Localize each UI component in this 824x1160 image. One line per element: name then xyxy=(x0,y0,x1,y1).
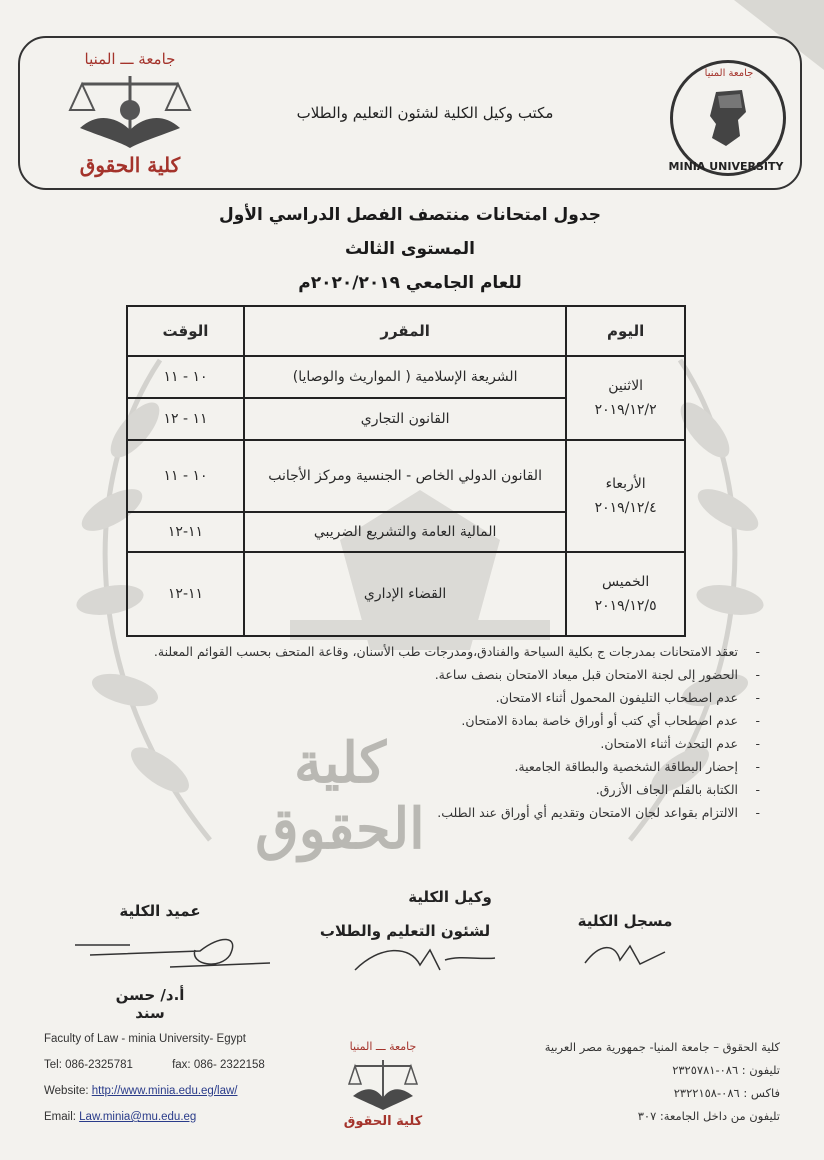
day-cell xyxy=(566,356,685,440)
footer-arabic-fax: فاكس : ٠٨٦-٢٣٢٢١٥٨ xyxy=(673,1086,780,1100)
course-cell: المالية العامة والتشريع الضريبي xyxy=(244,512,566,552)
footer-tel: Tel: 086-2325781 xyxy=(44,1059,133,1071)
course-cell: القانون الدولي الخاص - الجنسية ومركز الأجانب xyxy=(244,440,566,512)
nefertiti-head-icon xyxy=(696,86,756,152)
list-item: - إحضار البطاقة الشخصية والبطاقة الجامعية. xyxy=(60,755,760,778)
university-logo-english: MINIA UNIVERSITY xyxy=(668,160,784,173)
day-name: الأربعاء xyxy=(605,476,646,492)
vice-dean-subtitle: لشئون التعليم والطلاب xyxy=(319,922,491,940)
office-title: مكتب وكيل الكلية لشئون التعليم والطلاب xyxy=(296,104,554,122)
header-course: المقرر xyxy=(244,306,566,356)
day-name: الاثنين xyxy=(608,378,644,394)
day-date: ٢٠١٩/١٢/٤ xyxy=(594,500,657,516)
faculty-logo-university: جامعة ـــ المنيا xyxy=(84,50,176,68)
scales-eagle-icon xyxy=(343,1056,423,1112)
footer-arabic-tel: تليفون : ٠٨٦-٢٣٢٥٧٨١ xyxy=(672,1063,780,1077)
course-cell: الشريعة الإسلامية ( المواريث والوصايا) xyxy=(244,356,566,398)
day-date: ٢٠١٩/١٢/٥ xyxy=(594,598,657,614)
table-header-row xyxy=(127,306,685,356)
footer-email-line xyxy=(44,1104,344,1130)
vice-dean-signature xyxy=(350,940,500,980)
table-row xyxy=(127,356,685,398)
footer-contact-english xyxy=(44,1026,344,1130)
email-link[interactable]: Law.minia@mu.edu.eg xyxy=(79,1111,197,1123)
time-cell: ١٠ - ١١ xyxy=(127,356,244,398)
footer-arabic-name: كلية الحقوق – جامعة المنيا- جمهورية مصر العربية xyxy=(544,1040,780,1054)
scales-eagle-icon xyxy=(60,70,200,152)
list-item: - الكتابة بالقلم الجاف الأزرق. xyxy=(60,778,760,801)
time-cell: ١١-١٢ xyxy=(127,512,244,552)
footer-faculty-logo xyxy=(318,1040,448,1140)
footer-contact-arabic xyxy=(540,1036,780,1128)
footer-website-line xyxy=(44,1078,344,1104)
faculty-logo-name: كلية الحقوق xyxy=(79,153,181,177)
footer-logo-university: جامعة ـــ المنيا xyxy=(349,1040,417,1053)
list-item: - تعقد الامتحانات بمدرجات ج بكلية السياحة والفنادق،ومدرجات طب الأسنان، وقاعة المتحف بحسب القوائم المعلنة. xyxy=(60,640,760,663)
header-day: اليوم xyxy=(566,306,685,356)
header-time: الوقت xyxy=(127,306,244,356)
schedule-titles xyxy=(200,205,620,307)
university-logo xyxy=(664,60,788,184)
footer-arabic-internal: تليفون من داخل الجامعة: ٣٠٧ xyxy=(637,1109,780,1123)
exam-rules-list xyxy=(60,640,760,824)
time-cell: ١١ - ١٢ xyxy=(127,398,244,440)
registrar-signature xyxy=(580,938,670,972)
dean-signature xyxy=(70,925,280,975)
day-cell xyxy=(566,552,685,636)
faculty-logo xyxy=(40,50,210,180)
university-logo-arabic: جامعة المنيا xyxy=(704,68,754,79)
list-item: - عدم اصطحاب التليفون المحمول أثناء الامتحان. xyxy=(60,686,760,709)
exam-schedule-table xyxy=(126,305,686,637)
list-item: - عدم التحدث أثناء الامتحان. xyxy=(60,732,760,755)
vice-dean-title: وكيل الكلية xyxy=(408,888,492,906)
footer-faculty-name: Faculty of Law - minia University- Egypt xyxy=(44,1033,246,1045)
time-cell: ١٠ - ١١ xyxy=(127,440,244,512)
day-name: الخميس xyxy=(601,574,650,590)
registrar-title: مسجل الكلية xyxy=(577,912,673,930)
footer-phone-line xyxy=(44,1052,344,1078)
table-row xyxy=(127,552,685,636)
list-item: - الحضور إلى لجنة الامتحان قبل ميعاد الامتحان بنصف ساعة. xyxy=(60,663,760,686)
watermark-text: كلية الحقوق xyxy=(255,730,425,862)
table-row xyxy=(127,440,685,512)
website-link[interactable]: http://www.minia.edu.eg/law/ xyxy=(91,1085,238,1097)
list-item: - الالتزام بقواعد لجان الامتحان وتقديم أي أوراق عند الطلب. xyxy=(60,801,760,824)
list-item: - عدم اصطحاب أي كتب أو أوراق خاصة بمادة الامتحان. xyxy=(60,709,760,732)
footer-fax: fax: 086- 2322158 xyxy=(172,1059,265,1071)
footer-email-label: Email: xyxy=(44,1111,80,1123)
day-cell xyxy=(566,440,685,552)
course-cell: القضاء الإداري xyxy=(244,552,566,636)
footer-website-label: Website: xyxy=(44,1085,92,1097)
schedule-title: جدول امتحانات منتصف الفصل الدراسي الأول xyxy=(219,205,601,225)
academic-year-title: للعام الجامعي ٢٠٢٠/٢٠١٩م xyxy=(298,273,522,293)
level-title: المستوى الثالث xyxy=(345,239,475,259)
dean-title: عميد الكلية xyxy=(119,902,201,920)
dean-name: أ.د/ حسن سند xyxy=(115,986,185,1022)
footer-logo-name: كلية الحقوق xyxy=(343,1114,423,1129)
day-date: ٢٠١٩/١٢/٢ xyxy=(594,402,657,418)
time-cell: ١١-١٢ xyxy=(127,552,244,636)
course-cell: القانون التجاري xyxy=(244,398,566,440)
